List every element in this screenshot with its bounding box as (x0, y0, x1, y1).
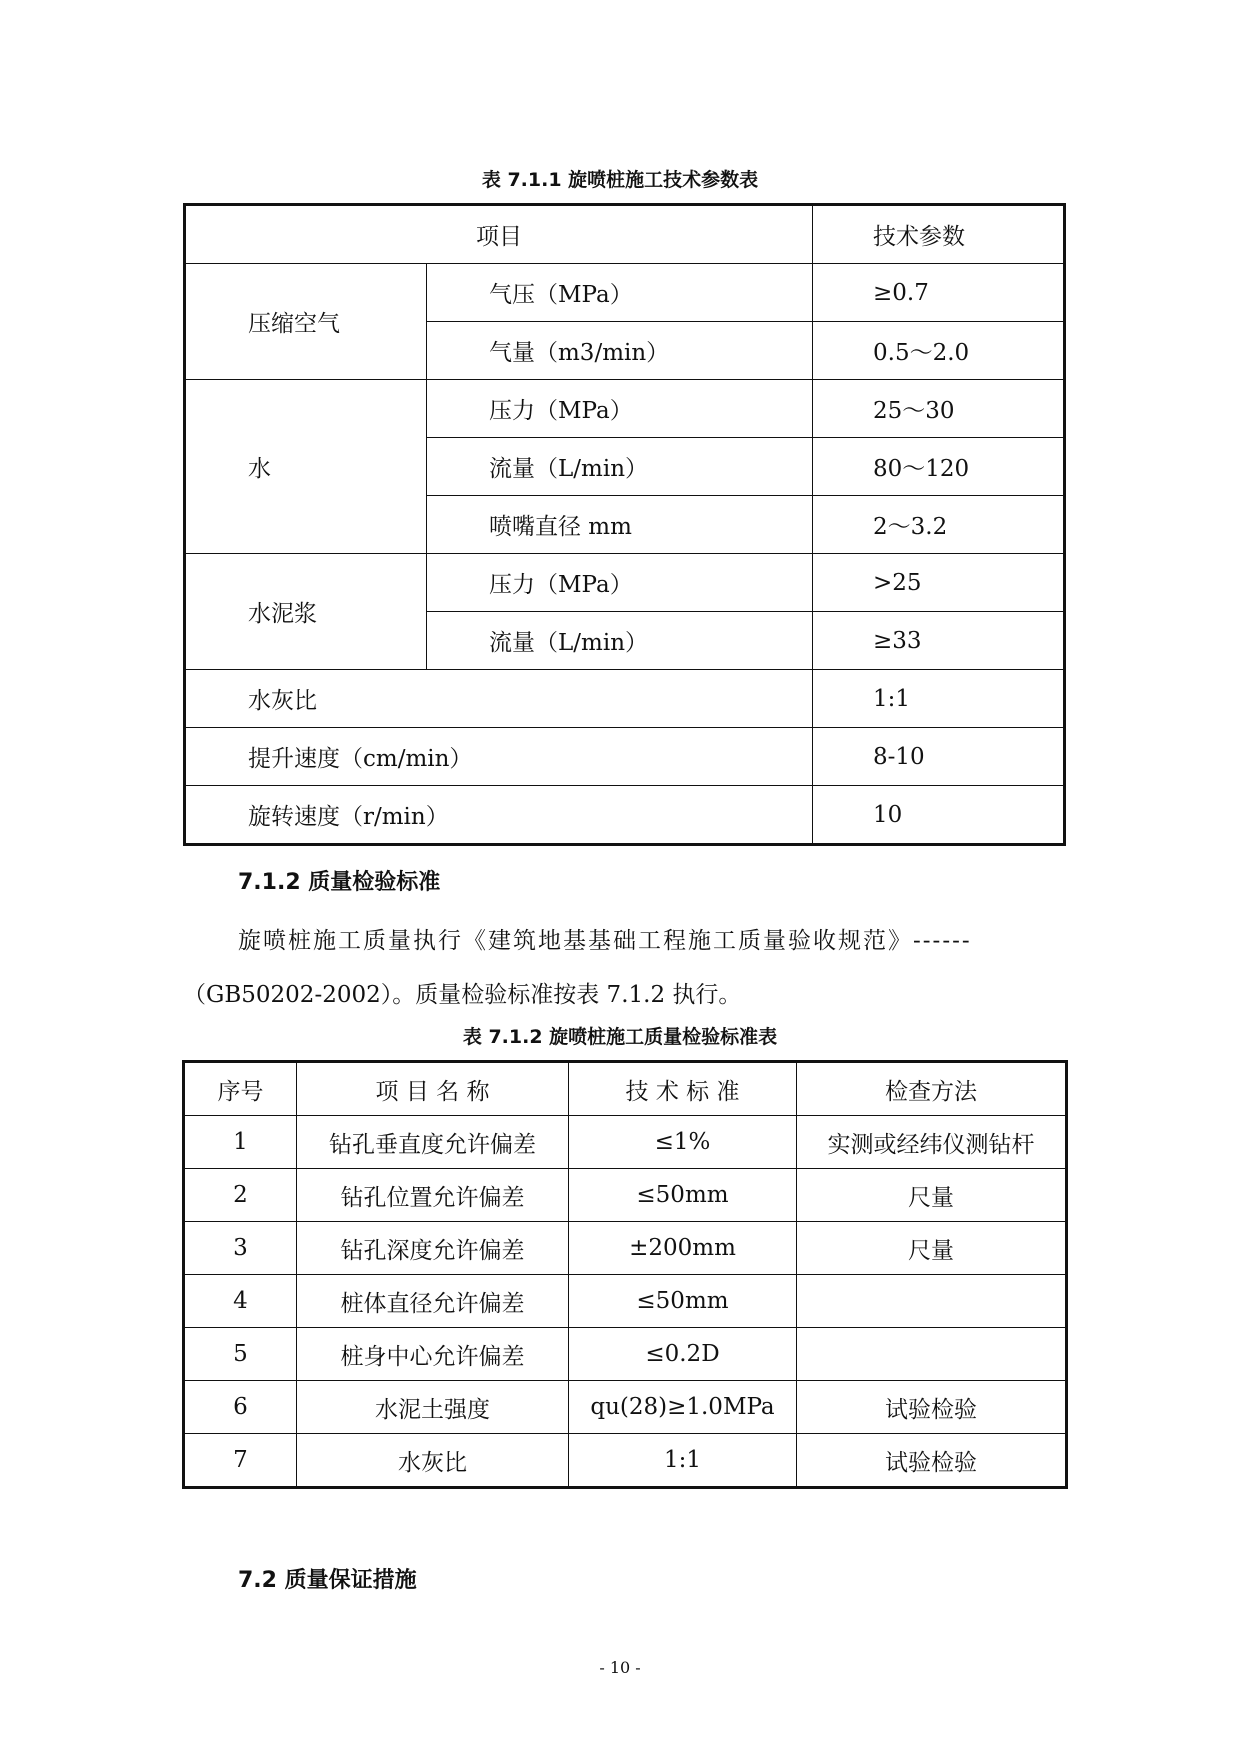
row-value: 8-10 (813, 728, 1065, 786)
cell-method (797, 1275, 1067, 1328)
cell-no: 1 (184, 1116, 297, 1169)
cell-standard: ≤50mm (569, 1169, 797, 1222)
cell-no: 7 (184, 1434, 297, 1488)
section-heading-7-2: 7.2 质量保证措施 (238, 1568, 417, 1593)
cell-no: 5 (184, 1328, 297, 1381)
cell-item: 水灰比 (297, 1434, 569, 1488)
table-row (185, 728, 1065, 786)
cell-standard: ±200mm (569, 1222, 797, 1275)
row-value: ≥0.7 (813, 264, 1065, 322)
cell-item: 钻孔位置允许偏差 (297, 1169, 569, 1222)
row-label: 流量（L/min） (427, 438, 813, 496)
row-value: 80～120 (813, 438, 1065, 496)
cell-no: 3 (184, 1222, 297, 1275)
header-standard: 技 术 标 准 (569, 1062, 797, 1116)
table-row (185, 380, 1065, 438)
cell-standard: 1:1 (569, 1434, 797, 1488)
row-value: 2～3.2 (813, 496, 1065, 554)
table-row (184, 1169, 1067, 1222)
row-label: 压力（MPa） (427, 380, 813, 438)
cell-standard: ≤1% (569, 1116, 797, 1169)
row-value: 1:1 (813, 670, 1065, 728)
table-row (184, 1275, 1067, 1328)
table-row (184, 1434, 1067, 1488)
header-item-name: 项 目 名 称 (297, 1062, 569, 1116)
row-label: 流量（L/min） (427, 612, 813, 670)
cell-item: 桩体直径允许偏差 (297, 1275, 569, 1328)
row-label: 提升速度（cm/min） (185, 728, 813, 786)
row-label: 喷嘴直径 mm (427, 496, 813, 554)
cell-method: 试验检验 (797, 1434, 1067, 1488)
row-label: 气压（MPa） (427, 264, 813, 322)
table1-caption: 表 7.1.1 旋喷桩施工技术参数表 (481, 169, 759, 191)
cell-method: 实测或经纬仪测钻杆 (797, 1116, 1067, 1169)
cell-standard: qu(28)≥1.0MPa (569, 1381, 797, 1434)
quality-standards-table (182, 1060, 1068, 1489)
cell-item: 水泥土强度 (297, 1381, 569, 1434)
row-value: 0.5～2.0 (813, 322, 1065, 380)
group-name: 水 (185, 380, 427, 554)
cell-method: 尺量 (797, 1222, 1067, 1275)
header-method: 检查方法 (797, 1062, 1067, 1116)
row-value: ≥33 (813, 612, 1065, 670)
table-row (185, 205, 1065, 264)
table-row (184, 1116, 1067, 1169)
table-row (184, 1222, 1067, 1275)
row-label: 旋转速度（r/min） (185, 786, 813, 845)
table-row (184, 1328, 1067, 1381)
cell-method: 试验检验 (797, 1381, 1067, 1434)
tech-params-table (183, 203, 1066, 846)
table2-caption: 表 7.1.2 旋喷桩施工质量检验标准表 (462, 1026, 778, 1048)
cell-item: 钻孔垂直度允许偏差 (297, 1116, 569, 1169)
cell-method: 尺量 (797, 1169, 1067, 1222)
cell-item: 桩身中心允许偏差 (297, 1328, 569, 1381)
cell-no: 2 (184, 1169, 297, 1222)
row-label: 水灰比 (185, 670, 813, 728)
header-no: 序号 (184, 1062, 297, 1116)
header-param: 技术参数 (813, 205, 1065, 264)
row-value: 25～30 (813, 380, 1065, 438)
table-row (185, 264, 1065, 322)
section-heading-7-1-2: 7.1.2 质量检验标准 (238, 870, 441, 895)
row-value: >25 (813, 554, 1065, 612)
table-row (185, 786, 1065, 845)
cell-method (797, 1328, 1067, 1381)
table-row (184, 1381, 1067, 1434)
row-label: 气量（m3/min） (427, 322, 813, 380)
cell-item: 钻孔深度允许偏差 (297, 1222, 569, 1275)
page-number: - 10 - (599, 1658, 641, 1677)
header-item: 项目 (185, 205, 813, 264)
paragraph-line-1: 旋喷桩施工质量执行《建筑地基基础工程施工质量验收规范》------ (238, 928, 972, 954)
cell-no: 4 (184, 1275, 297, 1328)
cell-standard: ≤0.2D (569, 1328, 797, 1381)
group-name: 水泥浆 (185, 554, 427, 670)
row-label: 压力（MPa） (427, 554, 813, 612)
table-row (185, 670, 1065, 728)
cell-no: 6 (184, 1381, 297, 1434)
table-row (185, 554, 1065, 612)
group-name: 压缩空气 (185, 264, 427, 380)
paragraph-line-2: （GB50202-2002）。质量检验标准按表 7.1.2 执行。 (183, 982, 742, 1008)
table-header-row (184, 1062, 1067, 1116)
row-value: 10 (813, 786, 1065, 845)
cell-standard: ≤50mm (569, 1275, 797, 1328)
